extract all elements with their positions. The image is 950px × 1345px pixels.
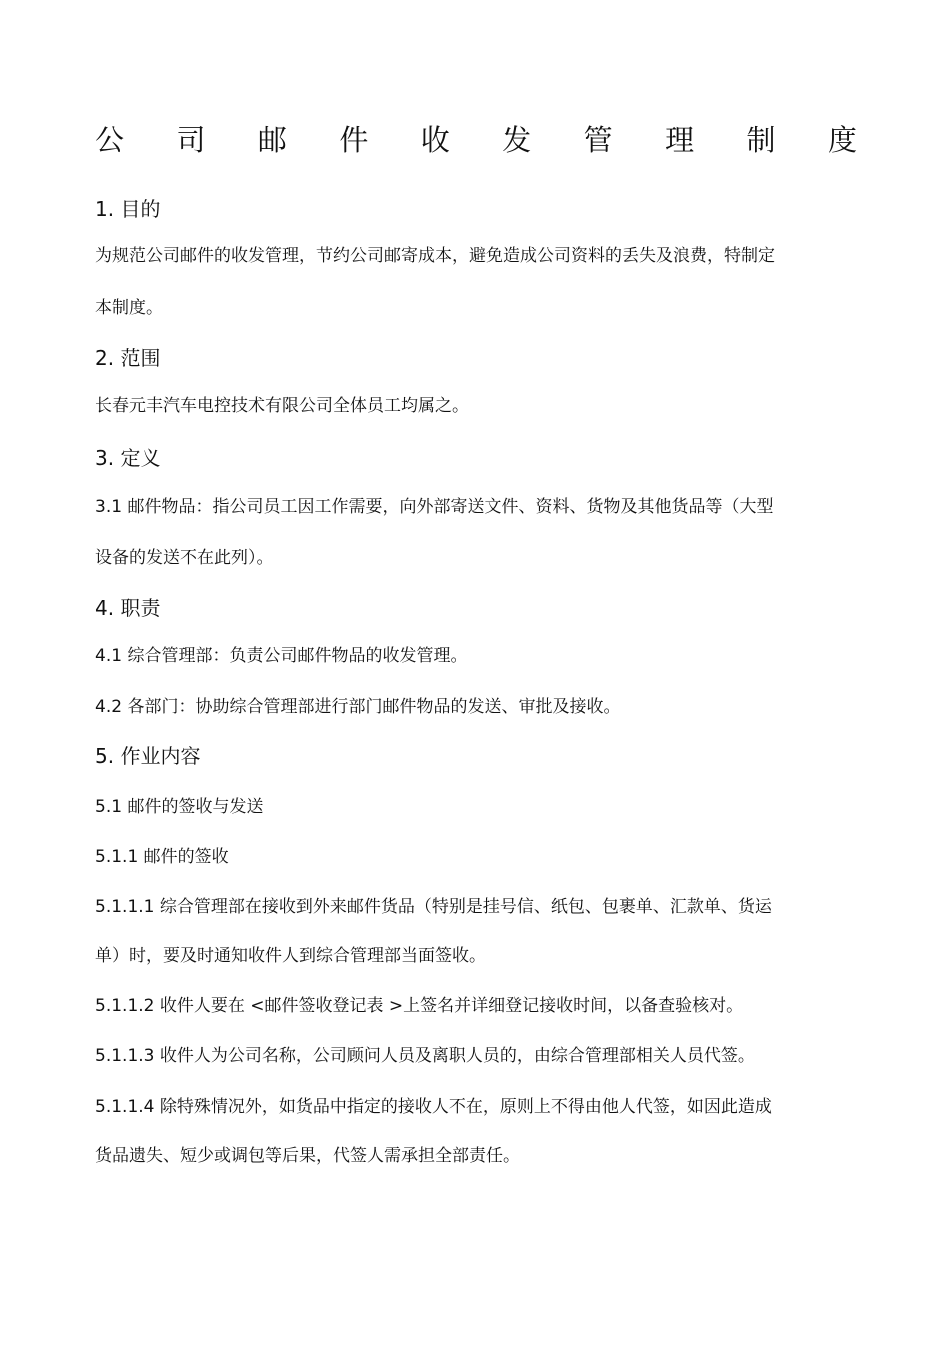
title-char: 件 [339, 123, 369, 157]
title-char: 邮 [257, 123, 287, 157]
paragraph-responsibility-2: 4.2 各部门：协助综合管理部进行部门邮件物品的发送、审批及接收。 [95, 697, 621, 717]
title-char: 司 [176, 123, 206, 157]
title-char: 理 [665, 123, 695, 157]
title-char: 收 [420, 123, 450, 157]
paragraph-5-1-1-4-line1: 5.1.1.4 除特殊情况外，如货品中指定的接收人不在，原则上不得由他人代签，如因此造成 [95, 1097, 772, 1117]
paragraph-5-1-1-2: 5.1.1.2 收件人要在 <邮件签收登记表 >上签名并详细登记接收时间，以备查验核对。 [95, 996, 744, 1016]
section-heading-scope: 2. 范围 [95, 346, 161, 370]
paragraph-purpose-line2: 本制度。 [95, 298, 163, 318]
section-heading-definition: 3. 定义 [95, 446, 161, 470]
title-char: 发 [502, 123, 532, 157]
title-char: 公 [95, 123, 125, 157]
section-heading-responsibility: 4. 职责 [95, 596, 161, 620]
document-title [95, 118, 857, 162]
paragraph-5-1-1-1-line1: 5.1.1.1 综合管理部在接收到外来邮件货品（特别是挂号信、纸包、包裹单、汇款单、货运 [95, 897, 772, 917]
paragraph-definition-line2: 设备的发送不在此列）。 [95, 548, 274, 568]
paragraph-responsibility-1: 4.1 综合管理部：负责公司邮件物品的收发管理。 [95, 646, 468, 666]
paragraph-5-1: 5.1 邮件的签收与发送 [95, 797, 264, 817]
paragraph-scope: 长春元丰汽车电控技术有限公司全体员工均属之。 [95, 396, 469, 416]
section-heading-purpose: 1. 目的 [95, 197, 161, 221]
paragraph-5-1-1-4-line2: 货品遗失、短少或调包等后果，代签人需承担全部责任。 [95, 1146, 520, 1166]
title-char: 管 [583, 123, 613, 157]
paragraph-5-1-1-3: 5.1.1.3 收件人为公司名称，公司顾问人员及离职人员的，由综合管理部相关人员代签。 [95, 1046, 755, 1066]
paragraph-definition-line1: 3.1 邮件物品：指公司员工因工作需要，向外部寄送文件、资料、货物及其他货品等（大型 [95, 497, 774, 517]
paragraph-5-1-1: 5.1.1 邮件的签收 [95, 847, 229, 867]
title-char: 度 [827, 123, 857, 157]
title-char: 制 [746, 123, 776, 157]
section-heading-work-content: 5. 作业内容 [95, 744, 201, 768]
paragraph-purpose-line1: 为规范公司邮件的收发管理，节约公司邮寄成本，避免造成公司资料的丢失及浪费，特制定 [95, 246, 775, 266]
paragraph-5-1-1-1-line2: 单）时，要及时通知收件人到综合管理部当面签收。 [95, 946, 486, 966]
